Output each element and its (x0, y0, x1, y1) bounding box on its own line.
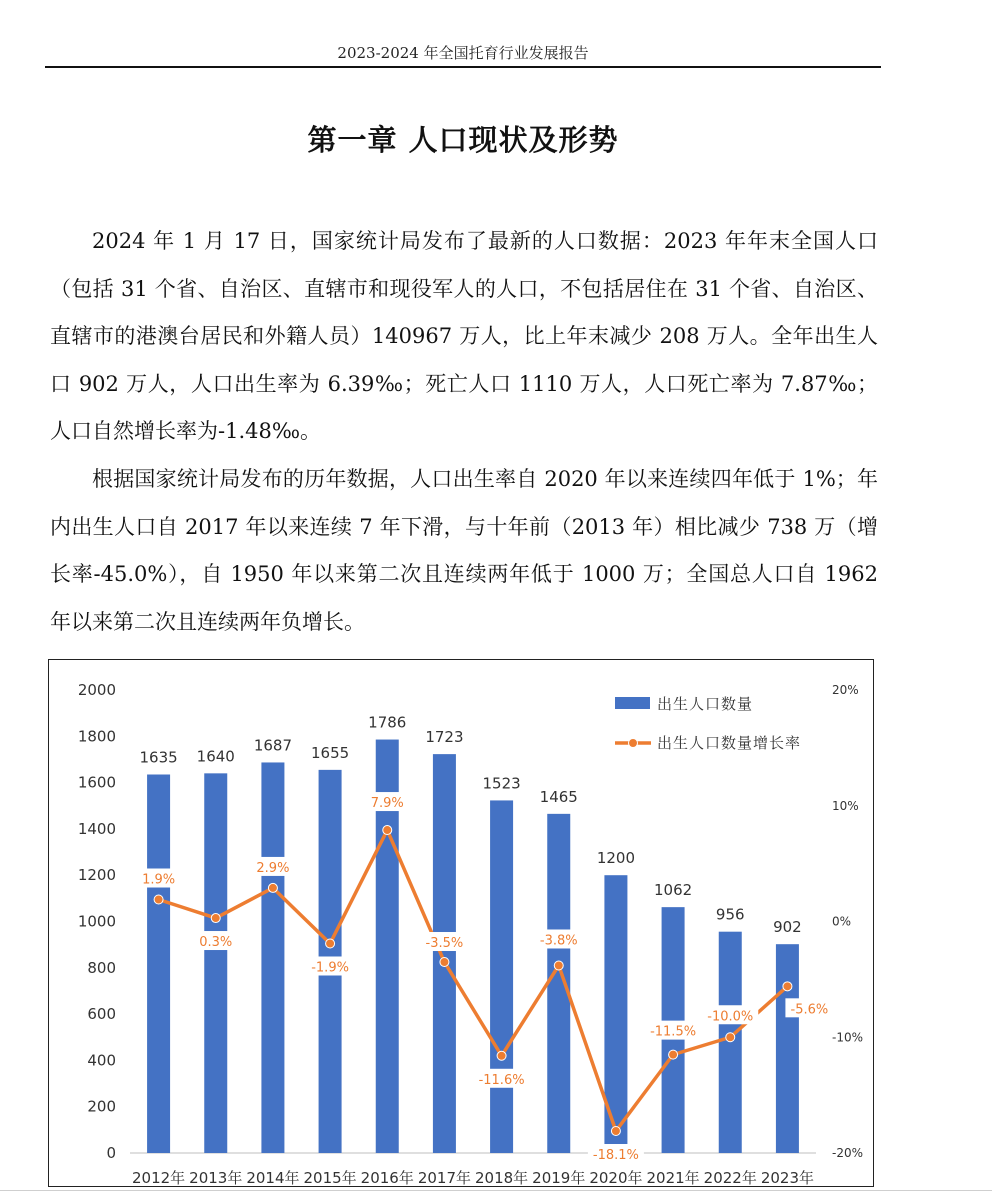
bar-2023年 (776, 944, 799, 1153)
legend-bar-label: 出生人口数量 (657, 695, 754, 713)
paragraph-1 (50, 218, 878, 456)
bar-value-label: 1723 (425, 728, 464, 747)
bar-2017年 (433, 754, 456, 1153)
x-axis-tick-label: 2022年 (703, 1169, 757, 1187)
bar-value-label: 1687 (253, 736, 293, 755)
y2-axis-tick-label: -10% (832, 1030, 864, 1045)
x-axis-tick-label: 2023年 (760, 1169, 815, 1187)
bar-value-label: 1465 (539, 787, 578, 806)
paragraph-2-text: 根据国家统计局发布的历年数据，人口出生率自 2020 年以来连续四年低于 1%；年内出生人口自 2017 年以来连续 7 年下滑，与十年前（2013 年）相比减少 738 万（增长率-45.0%），自 1950 年以来第二次且连续两年低于 1000 万；全国总人口自 1962 年以来第二次且连续两年负增长。 (50, 467, 878, 634)
growth-value-label: -18.1% (592, 1148, 639, 1164)
y-axis-tick-label: 400 (87, 1051, 116, 1070)
growth-value-label: -10.0% (707, 1009, 754, 1025)
birth-population-chart (48, 659, 874, 1187)
bar-2012年 (147, 774, 170, 1153)
bar-value-label: 1640 (196, 747, 235, 766)
bar-value-label: 1635 (139, 748, 178, 767)
y-axis-tick-label: 1800 (77, 727, 116, 746)
growth-rate-point-2012年 (154, 895, 163, 904)
growth-rate-point-2021年 (669, 1050, 678, 1059)
growth-value-label: -5.6% (790, 1002, 829, 1018)
page-bottom-divider (0, 1190, 992, 1191)
y-axis-tick-label: 200 (87, 1097, 116, 1116)
chapter-title: 第一章 人口现状及形势 (307, 123, 619, 157)
bar-2013年 (204, 773, 227, 1153)
legend-line-label: 出生人口数量增长率 (657, 734, 802, 752)
paragraph-2 (50, 456, 878, 646)
y-axis-tick-label: 800 (87, 958, 116, 977)
paragraph-1-text: 2024 年 1 月 17 日，国家统计局发布了最新的人口数据：2023 年年末全国人口（包括 31 个省、自治区、直辖市和现役军人的人口，不包括居住在 31 个省、自治区、直辖市的港澳台居民和外籍人员）140967 万人，比上年末减少 208 万人。全年出生人口 902 万人，人口出生率为 6.39‰；死亡人口 1110 万人，人口死亡率为 7.87‰；人口自然增长率为-1.48‰。 (50, 229, 878, 443)
growth-rate-point-2017年 (440, 958, 449, 967)
growth-rate-point-2020年 (611, 1127, 620, 1136)
x-axis-tick-label: 2015年 (303, 1169, 357, 1187)
y-axis-tick-label: 2000 (77, 681, 116, 699)
growth-rate-line (159, 830, 788, 1131)
x-axis-tick-label: 2018年 (474, 1169, 529, 1187)
bar-2019年 (547, 814, 570, 1153)
bar-value-label: 1786 (368, 713, 407, 732)
growth-value-label: -1.9% (311, 960, 349, 976)
y-axis-tick-label: 1200 (77, 866, 116, 885)
bar-value-label: 1523 (482, 774, 521, 793)
bar-2018年 (490, 800, 513, 1153)
x-axis-tick-label: 2016年 (360, 1169, 414, 1187)
growth-value-label: 1.9% (142, 872, 176, 888)
growth-value-label: 0.3% (199, 935, 233, 951)
growth-rate-point-2022年 (726, 1033, 735, 1042)
x-axis-tick-label: 2013年 (189, 1169, 243, 1187)
x-axis-tick-label: 2017年 (417, 1169, 472, 1187)
growth-rate-point-2013年 (211, 914, 220, 923)
y-axis-tick-label: 0 (106, 1144, 116, 1162)
running-header: 2023-2024 年全国托育行业发展报告 (337, 44, 589, 62)
bar-2022年 (719, 932, 742, 1153)
growth-value-label: -11.5% (650, 1024, 697, 1040)
growth-rate-point-2019年 (554, 961, 563, 970)
y2-axis-tick-label: 10% (832, 798, 859, 813)
bar-value-label: 1200 (596, 849, 636, 868)
bar-value-label: 902 (773, 918, 802, 937)
growth-rate-point-2018年 (497, 1051, 506, 1060)
bar-value-label: 1655 (310, 743, 350, 762)
y2-axis-tick-label: 0% (832, 914, 852, 929)
chart-canvas (48, 659, 874, 1187)
y-axis-tick-label: 1400 (77, 819, 116, 838)
bar-value-label: 1062 (653, 881, 693, 900)
growth-value-label: -3.8% (539, 933, 578, 949)
y-axis-tick-label: 600 (87, 1005, 116, 1024)
growth-rate-point-2016年 (383, 826, 392, 835)
y2-axis-tick-label: -20% (832, 1146, 864, 1160)
x-axis-tick-label: 2012年 (131, 1169, 186, 1187)
bar-value-label: 956 (715, 905, 745, 924)
growth-rate-point-2014年 (268, 883, 277, 892)
x-axis-tick-label: 2021年 (646, 1169, 700, 1187)
x-axis-tick-label: 2019年 (532, 1169, 586, 1187)
legend-line-marker (629, 739, 638, 748)
y2-axis-tick-label: 20% (832, 683, 859, 697)
y-axis-tick-label: 1000 (77, 912, 116, 931)
x-axis-tick-label: 2020年 (589, 1169, 643, 1187)
y-axis-tick-label: 1600 (77, 773, 116, 792)
growth-value-label: 7.9% (370, 796, 404, 812)
header-divider (45, 66, 881, 68)
legend-bar-swatch (615, 697, 650, 709)
x-axis-tick-label: 2014年 (246, 1169, 300, 1187)
growth-rate-point-2015年 (326, 939, 335, 948)
growth-rate-point-2023年 (783, 982, 792, 991)
growth-value-label: -11.6% (478, 1072, 525, 1088)
bar-2014年 (261, 762, 284, 1153)
growth-value-label: 2.9% (256, 860, 290, 876)
growth-value-label: -3.5% (425, 936, 464, 952)
